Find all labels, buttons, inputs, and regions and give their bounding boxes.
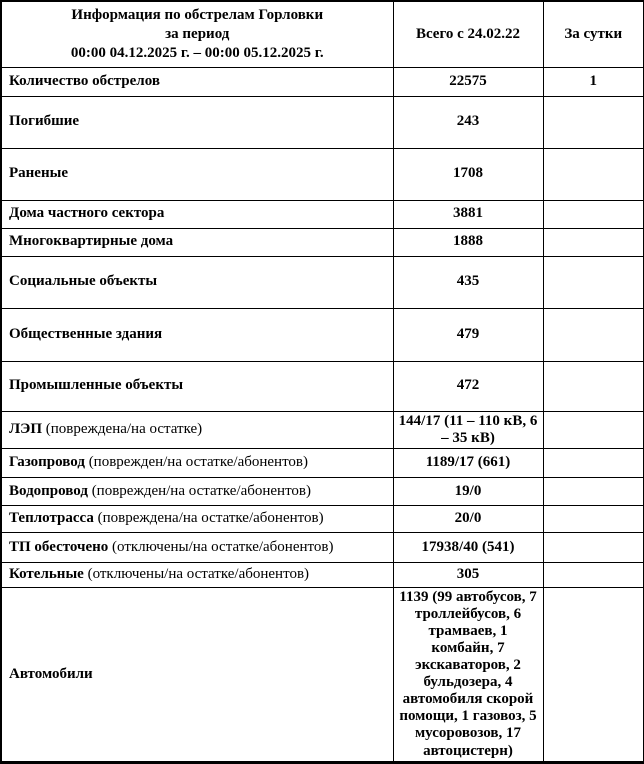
row-label: Социальные объекты (9, 273, 158, 290)
row-daily-cell (543, 361, 644, 411)
row-label: Раненые (9, 165, 68, 182)
row-daily-cell (543, 587, 644, 762)
row-total-cell: 435 (393, 256, 543, 308)
row-daily-cell (543, 148, 644, 200)
table-row (1, 361, 644, 411)
row-label: ЛЭП (9, 421, 43, 438)
row-note: (поврежден/на остатке/абонентов) (88, 454, 309, 471)
row-note: (повреждена/на остатке/абонентов) (97, 510, 324, 527)
row-daily-cell (543, 411, 644, 448)
row-label-cell (1, 411, 393, 448)
row-label-cell (1, 532, 393, 562)
table-body (1, 67, 644, 762)
row-label: Газопровод (9, 454, 85, 471)
row-label: Многоквартирные дома (9, 233, 174, 250)
row-total-cell: 19/0 (393, 477, 543, 505)
row-label: Общественные здания (9, 325, 163, 342)
row-daily-cell (543, 96, 644, 148)
table-title (1, 1, 393, 67)
row-daily-cell (543, 477, 644, 505)
row-label-cell (1, 308, 393, 361)
row-total-cell: 1888 (393, 228, 543, 256)
table-row (1, 148, 644, 200)
row-daily-cell (543, 505, 644, 532)
table-row (1, 562, 644, 587)
table-title-line: Информация по обстрелам Горловки (71, 7, 324, 24)
table-row (1, 200, 644, 228)
table-row (1, 411, 644, 448)
row-label: Промышленные объекты (9, 377, 184, 394)
table-row (1, 67, 644, 96)
row-label-cell (1, 587, 393, 762)
row-label-cell (1, 361, 393, 411)
table-row (1, 587, 644, 762)
table-row (1, 228, 644, 256)
table-row (1, 505, 644, 532)
table-row (1, 308, 644, 361)
row-daily-cell (543, 448, 644, 477)
row-label: Количество обстрелов (9, 72, 160, 89)
row-total-cell: 1189/17 (661) (393, 448, 543, 477)
row-label-cell (1, 200, 393, 228)
row-total-cell: 3881 (393, 200, 543, 228)
row-total-cell: 1139 (99 автобусов, 7 троллейбусов, 6 трамваев, 1 комбайн, 7 экскаваторов, 2 бульдозера, 4 автомобиля скорой помощи, 1 газовоз, 5 мусоровозов, 17 автоцистерн) (393, 587, 543, 762)
row-total-cell: 20/0 (393, 505, 543, 532)
row-label: Водопровод (9, 482, 88, 499)
row-label: Котельные (9, 566, 84, 583)
row-label-cell (1, 448, 393, 477)
row-note: (отключены/на остатке/абонентов) (112, 538, 334, 555)
table-row (1, 448, 644, 477)
row-label: Теплотрасса (9, 510, 94, 527)
header-row (1, 1, 644, 67)
table-row (1, 96, 644, 148)
row-label: Погибшие (9, 113, 80, 130)
row-daily-cell (543, 532, 644, 562)
table-title-line: за период (165, 25, 230, 42)
row-daily-cell (543, 256, 644, 308)
row-daily-cell (543, 562, 644, 587)
row-total-cell: 479 (393, 308, 543, 361)
row-total-cell: 22575 (393, 67, 543, 96)
row-daily-cell (543, 200, 644, 228)
column-header-daily: За сутки (543, 1, 644, 67)
row-total-cell: 243 (393, 96, 543, 148)
row-label-cell (1, 228, 393, 256)
row-label: Дома частного сектора (9, 205, 165, 222)
row-label-cell (1, 477, 393, 505)
table-row (1, 256, 644, 308)
row-note: (отключены/на остатке/абонентов) (87, 566, 310, 583)
table-row (1, 532, 644, 562)
row-note: (повреждена/на остатке) (45, 421, 203, 438)
row-label-cell (1, 96, 393, 148)
row-label-cell (1, 148, 393, 200)
table-row (1, 477, 644, 505)
column-header-total: Всего с 24.02.22 (393, 1, 543, 67)
table-title-line: 00:00 04.12.2025 г. – 00:00 05.12.2025 г. (70, 44, 324, 61)
row-daily-cell (543, 228, 644, 256)
row-label-cell (1, 256, 393, 308)
row-total-cell: 17938/40 (541) (393, 532, 543, 562)
row-total-cell: 472 (393, 361, 543, 411)
row-daily-cell: 1 (543, 67, 644, 96)
row-label-cell (1, 562, 393, 587)
row-total-cell: 144/17 (11 – 110 кВ, 6 – 35 кВ) (393, 411, 543, 448)
row-daily-cell (543, 308, 644, 361)
row-label: ТП обесточено (9, 538, 109, 555)
row-total-cell: 305 (393, 562, 543, 587)
row-label: Автомобили (9, 665, 93, 682)
row-label-cell (1, 67, 393, 96)
row-label-cell (1, 505, 393, 532)
row-total-cell: 1708 (393, 148, 543, 200)
row-note: (поврежден/на остатке/абонентов) (91, 482, 312, 499)
